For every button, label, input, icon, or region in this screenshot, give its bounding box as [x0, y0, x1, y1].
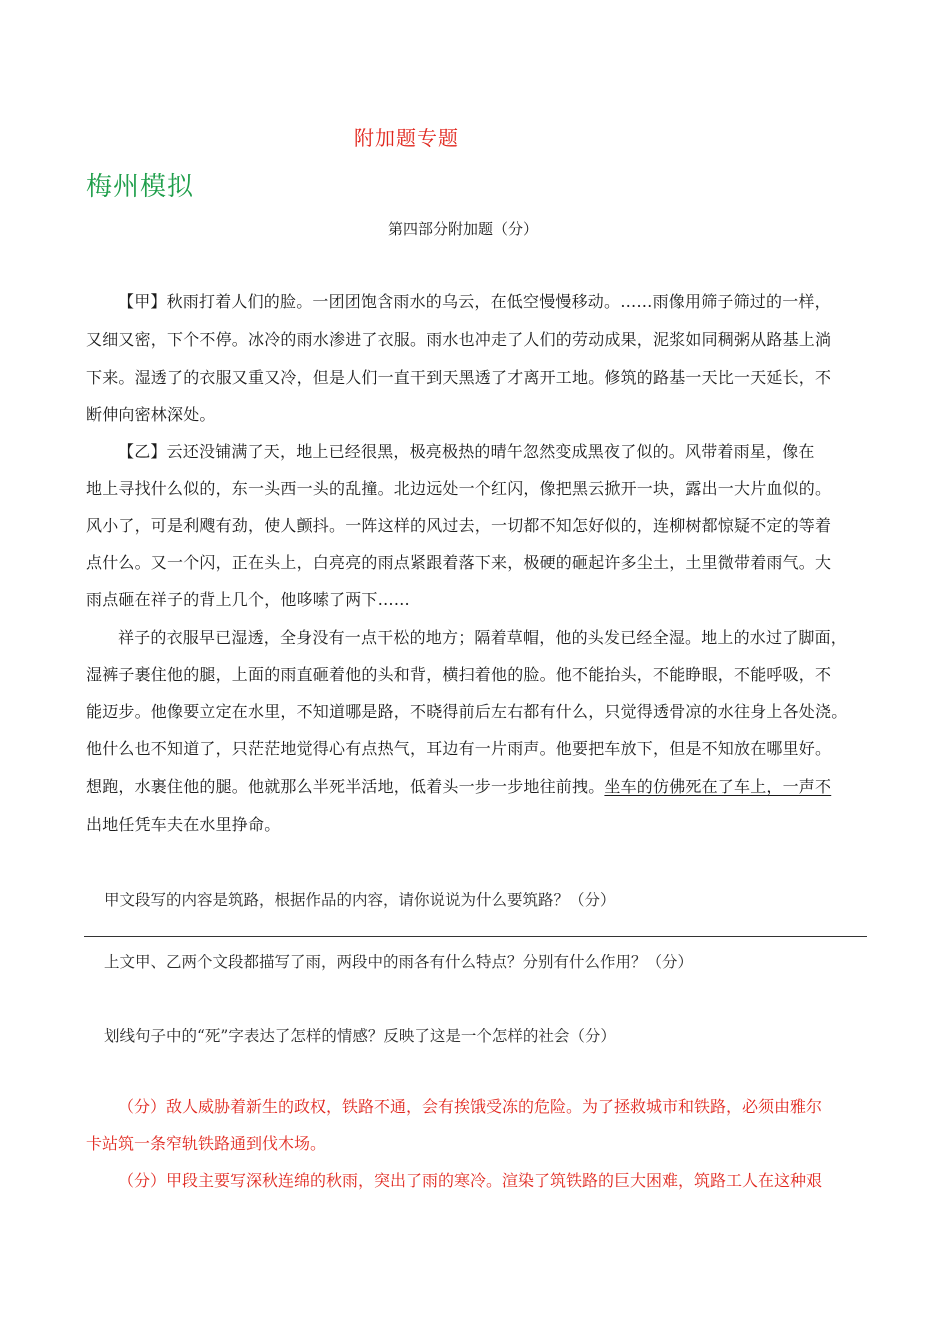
passage-line: 风小了，可是利飕有劲，使人颤抖。一阵这样的风过去，一切都不知怎好似的，连柳树都惊疑不定的等着 — [86, 516, 832, 535]
passage-line: 祥子的衣服早已湿透，全身没有一点干松的地方；隔着草帽，他的头发已经全湿。地上的水过了脚面， — [118, 628, 848, 647]
answer-2: （分）甲段主要写深秋连绵的秋雨，突出了雨的寒冷。渲染了筑铁路的巨大困难，筑路工人在这种艰 — [118, 1171, 823, 1190]
question-1: 甲文段写的内容是筑路，根据作品的内容，请你说说为什么要筑路？（分） — [104, 891, 616, 909]
passage-line: 出地任凭车夫在水里挣命。 — [86, 815, 281, 834]
passage-line: 又细又密，下个不停。冰冷的雨水渗进了衣服。雨水也冲走了人们的劳动成果，泥浆如同稠粥从路基上淌 — [86, 330, 832, 349]
passage-line: 【乙】云还没铺满了天，地上已经很黑，极亮极热的晴午忽然变成黑夜了似的。风带着雨星，像在 — [118, 442, 815, 461]
section-heading: 梅州模拟 — [86, 172, 195, 202]
passage-line: 地上寻找什么似的，东一头西一头的乱撞。北边远处一个红闪，像把黑云掀开一块，露出一大片血似的。 — [86, 479, 832, 498]
passage-line — [86, 777, 831, 797]
passage-line: 下来。湿透了的衣服又重又冷，但是人们一直干到天黑透了才离开工地。修筑的路基一天比一天延长，不 — [86, 368, 832, 387]
passage-line: 点什么。又一个闪，正在头上，白亮亮的雨点紧跟着落下来，极硬的砸起许多尘土，土里微带着雨气。大 — [86, 553, 832, 572]
question-3: 划线句子中的“死”字表达了怎样的情感？反映了这是一个怎样的社会（分） — [104, 1027, 616, 1045]
question-2: 上文甲、乙两个文段都描写了雨，两段中的雨各有什么特点？分别有什么作用？（分） — [104, 953, 694, 971]
answer-line-divider — [84, 936, 867, 937]
passage-line: 雨点砸在祥子的背上几个，他哆嗦了两下…… — [86, 590, 411, 609]
passage-line: 【甲】秋雨打着人们的脸。一团团饱含雨水的乌云，在低空慢慢移动。……雨像用筛子筛过的一样， — [118, 292, 831, 311]
passage-line: 湿裤子裹住他的腿，上面的雨直砸着他的头和背，横扫着他的脸。他不能抬头，不能睁眼，不能呼吸，不 — [86, 665, 832, 684]
passage-line: 能迈步。他像要立定在水里，不知道哪是路，不晓得前后左右都有什么，只觉得透骨凉的水往身上各处浇。 — [86, 702, 848, 721]
underlined-sentence: 坐车的仿佛死在了车上，一声不 — [604, 777, 832, 796]
passage-line: 断伸向密林深处。 — [86, 405, 216, 424]
passage-text: 想跑，水裹住他的腿。他就那么半死半活地，低着头一步一步地往前拽。 — [86, 777, 605, 796]
page-title: 附加题专题 — [354, 126, 459, 150]
passage-line: 他什么也不知道了，只茫茫地觉得心有点热气，耳边有一片雨声。他要把车放下，但是不知放在哪里好。 — [86, 739, 832, 758]
part-title: 第四部分附加题（分） — [388, 220, 539, 238]
answer-1-continued: 卡站筑一条窄轨铁路通到伐木场。 — [86, 1134, 327, 1153]
answer-1: （分）敌人威胁着新生的政权，铁路不通，会有挨饿受冻的危险。为了拯救城市和铁路，必须由雅尔 — [118, 1097, 823, 1116]
